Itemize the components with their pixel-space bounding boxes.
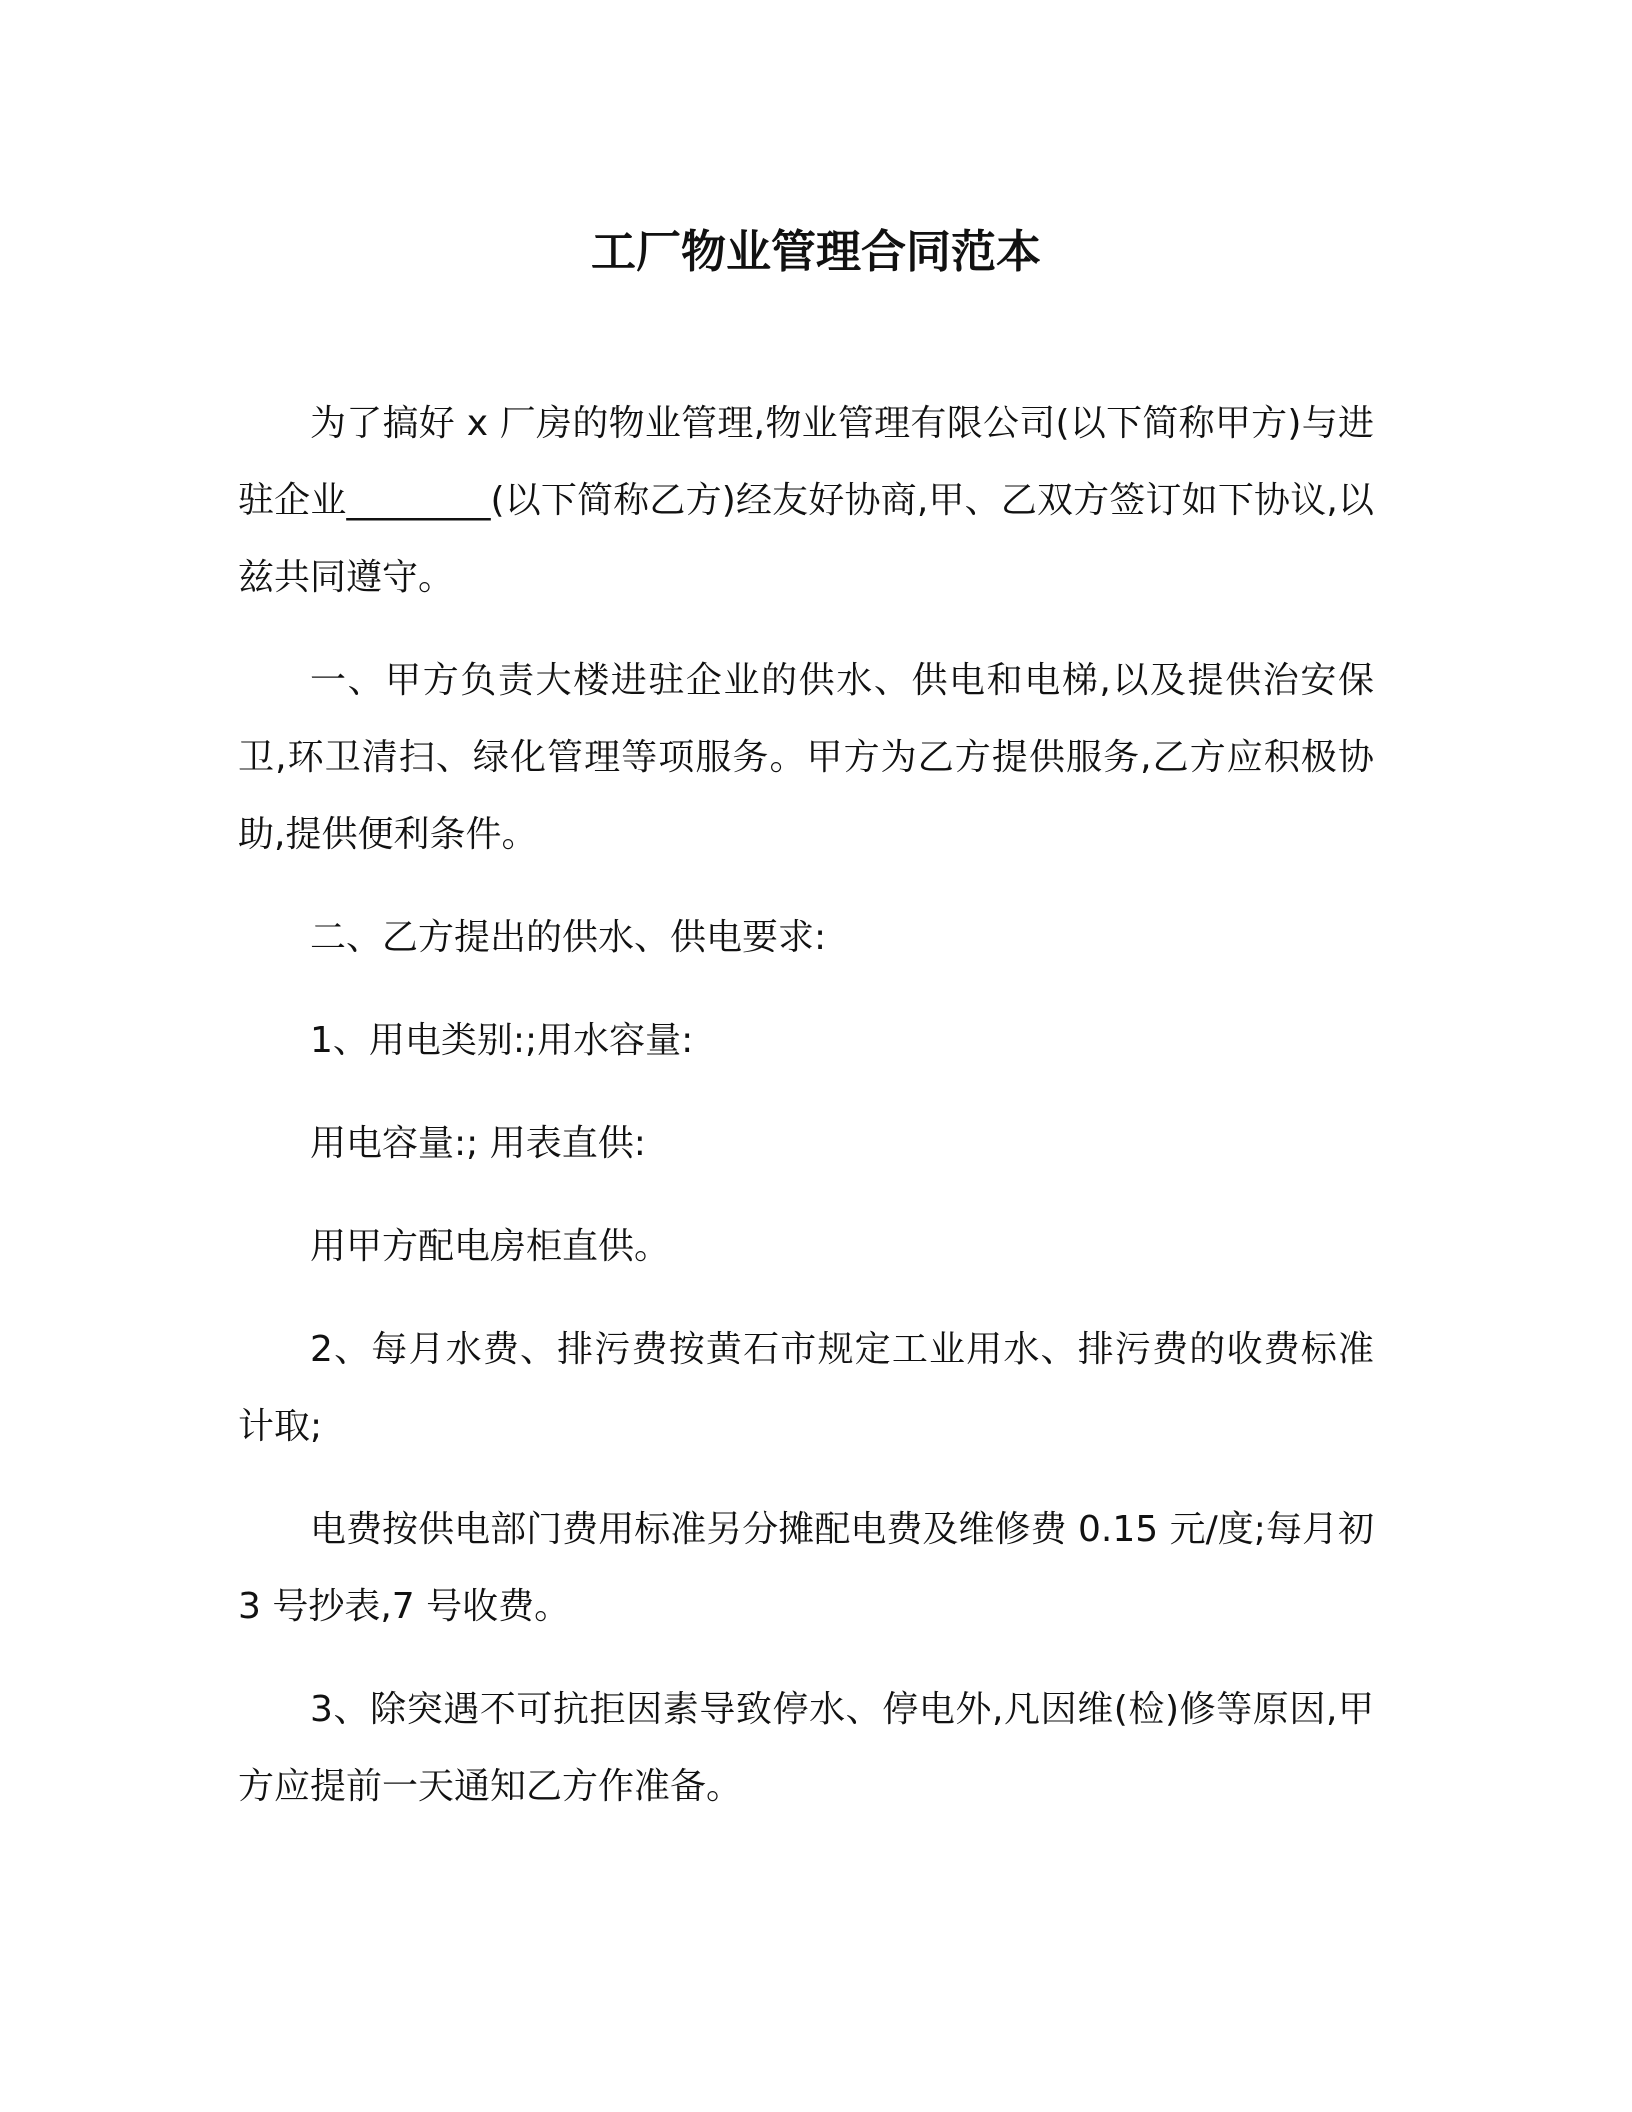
paragraph-intro: 为了搞好 x 厂房的物业管理,物业管理有限公司(以下简称甲方)与进驻企业________(以下简称乙方)经友好协商,甲、乙双方签订如下协议,以兹共同遵守。 [238,403,1374,598]
paragraph-item-2-electricity: 电费按供电部门费用标准另分摊配电费及维修费 0.15 元/度;每月初 3 号抄表,7 号收费。 [238,1509,1374,1627]
paragraph-clause-2-heading: 二、乙方提出的供水、供电要求: [310,917,827,958]
document-title: 工厂物业管理合同范本 [590,225,1041,278]
paragraph-clause-1: 一、甲方负责大楼进驻企业的供水、供电和电梯,以及提供治安保卫,环卫清扫、绿化管理等项服务。甲方为乙方提供服务,乙方应积极协助,提供便利条件。 [238,660,1374,855]
paragraph-item-1: 1、用电类别:;用水容量: [310,1020,694,1061]
paragraph-item-1-capacity: 用电容量:; 用表直供: [310,1123,646,1164]
paragraph-item-1-supply: 用甲方配电房柜直供。 [310,1226,671,1267]
paragraph-item-2: 2、每月水费、排污费按黄石市规定工业用水、排污费的收费标准计取; [238,1329,1374,1447]
paragraph-item-3: 3、除突遇不可抗拒因素导致停水、停电外,凡因维(检)修等原因,甲方应提前一天通知乙方作准备。 [238,1689,1374,1807]
document-body [238,385,1374,1851]
